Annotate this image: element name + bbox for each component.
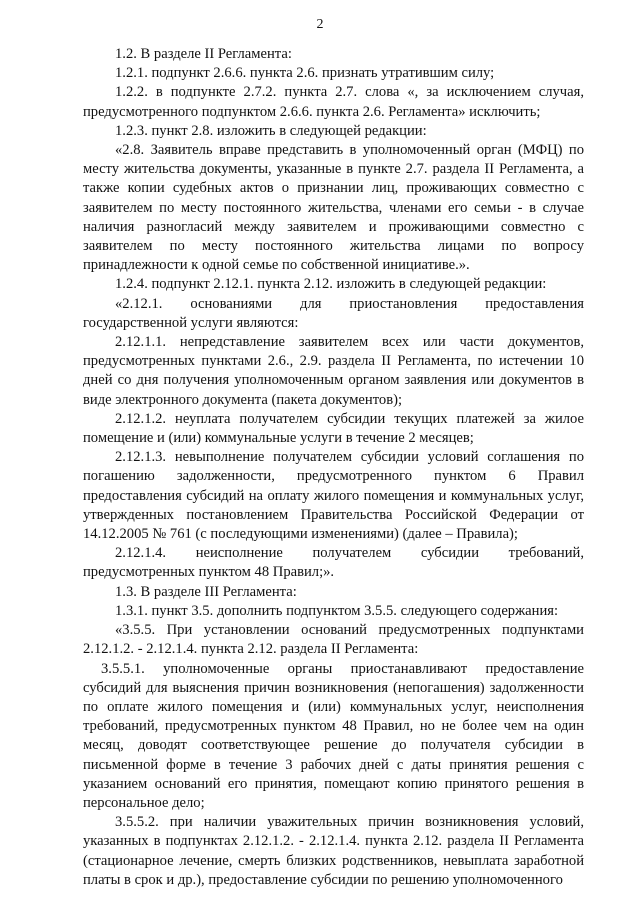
paragraph-2-12-1-4: 2.12.1.4. неисполнение получателем субсидии требований, предусмотренных пунктом 48 Правил;».	[83, 545, 584, 581]
paragraph-3-5-5-2: 3.5.5.2. при наличии уважительных причин возникновения условий, указанных в подпунктах 2.12.1.2. - 2.12.1.4. пункта 2.12. раздела II Регламента (стационарное лечение, смерть близких родственников, невыплата заработной платы в срок и др.), предоставление субсидии по решению уполномоченного	[83, 814, 584, 888]
paragraph-1-2-3: 1.2.3. пункт 2.8. изложить в следующей редакции:	[115, 122, 427, 139]
paragraph-1-2-2: 1.2.2. в подпункте 2.7.2. пункта 2.7. слова «, за исключением случая, предусмотренного подпунктом 2.6.6. пункта 2.6. Регламента» исключить;	[83, 84, 584, 120]
document-body	[83, 45, 584, 890]
paragraph-1-3: 1.3. В разделе III Регламента:	[115, 583, 297, 600]
paragraph-1-2: 1.2. В разделе II Регламента:	[115, 46, 292, 62]
paragraph-2-12-1-1: 2.12.1.1. непредставление заявителем всех или части документов, предусмотренных пунктами 2.6., 2.9. раздела II Регламента, по истечении 10 дней со дня получения уполномоченным органом заявления или документов в виде электронного документа (пакета документов);	[83, 334, 584, 408]
paragraph-2-8: «2.8. Заявитель вправе представить в уполномоченный орган (МФЦ) по месту жительства документы, указанные в пункте 2.7. раздела II Регламента, а также копии судебных актов о признании лиц, проживающих совместно с заявителем по месту постоянного жительства, членами его семьи - в случае наличия разногласий между заявителем и проживающими совместно с заявителем по месту постоянного жительства лицами по вопросу принадлежности к одной семье по собственной инициативе.».	[83, 142, 584, 274]
paragraph-1-2-4: 1.2.4. подпункт 2.12.1. пункта 2.12. изложить в следующей редакции:	[115, 276, 547, 293]
paragraph-2-12-1-2: 2.12.1.2. неуплата получателем субсидии текущих платежей за жилое помещение и (или) коммунальные услуги в течение 2 месяцев;	[83, 410, 584, 447]
paragraph-3-5-5-1: 3.5.5.1. уполномоченные органы приостанавливают предоставление субсидий для выяснения причин возникновения (непогашения) задолженности по оплате жилого помещения и (или) коммунальных услуг, неисполнения требований, предусмотренных пунктом 48 Правил, но не более чем на один месяц, доводят соответствующее решение до получателя субсидии в письменной форме в течение 3 рабочих дней с даты принятия решения с указанием оснований его принятия, помещают копию принятого решения в персональное дело;	[83, 660, 584, 811]
paragraph-2-12-1: «2.12.1. основаниями для приостановления предоставления государственной услуги являются:	[83, 295, 584, 331]
paragraph-1-2-1: 1.2.1. подпункт 2.6.6. пункта 2.6. признать утратившим силу;	[115, 65, 495, 82]
paragraph-3-5-5: «3.5.5. При установлении оснований предусмотренных подпунктами 2.12.1.2. - 2.12.1.4. пункта 2.12. раздела II Регламента:	[83, 622, 584, 658]
page-number: 2	[316, 17, 324, 32]
paragraph-2-12-1-3: 2.12.1.3. невыполнение получателем субсидии условий соглашения по погашению задолженности, предусмотренного пунктом 6 Правил предоставления субсидий на оплату жилого помещения и коммунальных услуг, утвержденных постановлением Правительства Российской Федерации от 14.12.2005 № 761 (с последующими изменениями) (далее – Правила);	[83, 449, 584, 543]
paragraph-1-3-1: 1.3.1. пункт 3.5. дополнить подпунктом 3.5.5. следующего содержания:	[115, 602, 559, 619]
